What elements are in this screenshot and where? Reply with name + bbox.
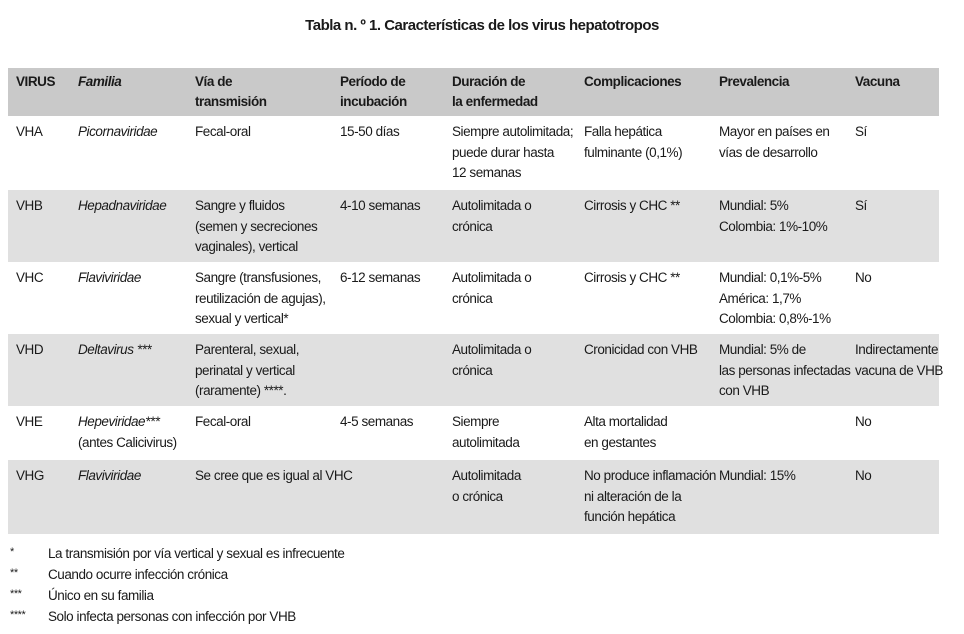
cell-vacuna: [855, 412, 871, 433]
table-row: [8, 262, 939, 334]
cell-line: Duración de: [452, 74, 526, 89]
cell-line: la enfermedad: [452, 94, 538, 109]
cell-line: Sangre (transfusiones,: [195, 270, 321, 285]
table-title: Tabla n. º 1. Características de los virus hepatotropos: [305, 17, 659, 34]
cell-line: Colombia: 0,8%-1%: [719, 311, 831, 326]
cell-line: puede durar hasta: [452, 144, 554, 160]
cell-line: VIRUS: [16, 74, 56, 89]
cell-line: Fecal-oral: [195, 124, 251, 139]
footnote-text: Solo infecta personas con infección por VHB: [48, 609, 296, 624]
cell-via: [195, 122, 251, 143]
cell-via: [195, 466, 352, 487]
cell-line: VHC: [16, 270, 44, 285]
cell-line: Cirrosis y CHC **: [584, 270, 680, 285]
cell-line: las personas infectadas: [719, 362, 851, 378]
cell-line: Hepadnaviridae: [78, 198, 167, 213]
cell-virus: [16, 196, 42, 217]
cell-line: transmisión: [195, 94, 267, 109]
cell-line: función hepática: [584, 509, 676, 524]
cell-prevalencia: [719, 340, 851, 402]
cell-line: Mundial: 0,1%-5%: [719, 270, 822, 285]
cell-line: 4-10 semanas: [340, 198, 421, 213]
cell-line: Cirrosis y CHC **: [584, 198, 680, 213]
cell-vacuna: [855, 72, 900, 92]
cell-familia: [78, 466, 141, 487]
cell-line: (antes Calicivirus): [78, 434, 177, 450]
cell-periodo: [340, 122, 399, 143]
cell-line: VHD: [16, 342, 44, 357]
cell-line: Deltavirus ***: [78, 342, 152, 357]
cell-line: ni alteración de la: [584, 488, 682, 504]
cell-line: 15-50 días: [340, 124, 400, 139]
cell-duracion: [452, 122, 573, 184]
cell-familia: [78, 72, 121, 92]
cell-line: Vacuna: [855, 74, 900, 89]
cell-line: Sangre y fluidos: [195, 198, 285, 213]
footnote-text: La transmisión por vía vertical y sexual es infrecuente: [48, 546, 345, 561]
cell-prevalencia: [719, 466, 795, 487]
cell-line: vías de desarrollo: [719, 144, 818, 160]
table-row: [8, 116, 939, 190]
cell-periodo: [340, 412, 413, 433]
cell-familia: [78, 268, 141, 289]
cell-complicaciones: [584, 196, 680, 217]
cell-line: Autolimitada o: [452, 198, 532, 213]
cell-line: (semen y secreciones: [195, 218, 318, 234]
cell-periodo: [340, 268, 420, 289]
cell-via: [195, 268, 326, 330]
footnote-mark: ****: [10, 609, 26, 621]
cell-line: VHA: [16, 124, 43, 139]
cell-line: América: 1,7%: [719, 290, 801, 306]
cell-line: No: [855, 270, 872, 285]
cell-complicaciones: [584, 72, 681, 92]
cell-duracion: [452, 340, 531, 381]
cell-line: Sí: [855, 124, 867, 139]
cell-line: No: [855, 468, 872, 483]
cell-line: VHG: [16, 468, 44, 483]
cell-line: 12 semanas: [452, 165, 522, 180]
cell-via: [195, 340, 299, 402]
cell-prevalencia: [719, 268, 831, 330]
cell-line: Siempre autolimitada;: [452, 124, 574, 139]
cell-line: vacuna de VHB: [855, 362, 943, 378]
cell-line: Falla hepática: [584, 124, 662, 139]
cell-line: vaginales), vertical: [195, 239, 298, 254]
table-row: [8, 334, 943, 406]
cell-line: Familia: [78, 74, 122, 89]
footnote-text: Cuando ocurre infección crónica: [48, 567, 228, 582]
cell-line: Mundial: 15%: [719, 468, 796, 483]
cell-line: autolimitada: [452, 434, 520, 450]
cell-line: Sí: [855, 198, 867, 213]
cell-line: Período de: [340, 74, 406, 89]
cell-vacuna: [855, 122, 867, 143]
virus-table: [8, 68, 943, 534]
cell-vacuna: [855, 268, 871, 289]
cell-via: [195, 196, 317, 258]
footnote-mark: *: [10, 546, 14, 558]
footnote-text: Único en su familia: [48, 588, 154, 603]
cell-line: Complicaciones: [584, 74, 682, 89]
cell-duracion: [452, 466, 521, 507]
cell-complicaciones: [584, 412, 667, 453]
cell-line: Hepeviridae***: [78, 414, 160, 429]
cell-prevalencia: [719, 122, 829, 163]
cell-line: VHB: [16, 198, 43, 213]
cell-line: Indirectamente: [855, 342, 938, 357]
cell-line: Colombia: 1%-10%: [719, 218, 828, 234]
cell-virus: [16, 340, 43, 361]
cell-line: VHE: [16, 414, 43, 429]
table-row: [8, 406, 939, 460]
cell-duracion: [452, 72, 538, 112]
cell-duracion: [452, 412, 519, 453]
cell-line: Fecal-oral: [195, 414, 251, 429]
cell-line: fulminante (0,1%): [584, 144, 683, 160]
cell-virus: [16, 72, 55, 92]
cell-vacuna: [855, 466, 871, 487]
cell-line: Prevalencia: [719, 74, 790, 89]
cell-line: 4-5 semanas: [340, 414, 414, 429]
footnote-mark: ***: [10, 588, 22, 600]
cell-familia: [78, 340, 151, 361]
cell-virus: [16, 268, 43, 289]
cell-line: Se cree que es igual al VHC: [195, 468, 353, 483]
footnote-mark: **: [10, 567, 18, 579]
cell-vacuna: [855, 196, 867, 217]
cell-prevalencia: [719, 72, 789, 92]
cell-line: en gestantes: [584, 434, 656, 450]
table-row: [8, 190, 939, 262]
cell-complicaciones: [584, 340, 697, 361]
cell-line: incubación: [340, 94, 407, 109]
cell-line: o crónica: [452, 488, 503, 504]
cell-line: sexual y vertical*: [195, 311, 289, 326]
cell-virus: [16, 466, 44, 487]
cell-familia: [78, 412, 177, 453]
cell-line: crónica: [452, 218, 493, 234]
cell-line: crónica: [452, 290, 493, 306]
cell-line: Picornaviridae: [78, 124, 158, 139]
cell-complicaciones: [584, 466, 716, 528]
cell-line: Vía de: [195, 74, 233, 89]
cell-line: Siempre: [452, 414, 500, 429]
cell-virus: [16, 412, 42, 433]
table-row: [8, 460, 939, 534]
cell-line: Autolimitada o: [452, 342, 532, 357]
cell-line: 6-12 semanas: [340, 270, 421, 285]
cell-complicaciones: [584, 122, 682, 163]
cell-periodo: [340, 72, 407, 112]
cell-line: Autolimitada: [452, 468, 521, 483]
cell-line: Mundial: 5%: [719, 198, 789, 213]
cell-duracion: [452, 196, 531, 237]
cell-line: Mayor en países en: [719, 124, 830, 139]
cell-virus: [16, 122, 42, 143]
cell-line: Flaviviridae: [78, 270, 141, 285]
cell-line: Parenteral, sexual,: [195, 342, 300, 357]
cell-familia: [78, 196, 166, 217]
cell-line: perinatal y vertical: [195, 362, 295, 378]
cell-line: Alta mortalidad: [584, 414, 668, 429]
cell-line: Flaviviridae: [78, 468, 141, 483]
cell-periodo: [340, 196, 420, 217]
cell-line: (raramente) ****.: [195, 383, 287, 398]
cell-via: [195, 72, 267, 112]
cell-complicaciones: [584, 268, 680, 289]
cell-line: crónica: [452, 362, 493, 378]
cell-vacuna: [855, 340, 943, 381]
cell-duracion: [452, 268, 531, 309]
cell-line: No: [855, 414, 872, 429]
cell-line: No produce inflamación: [584, 468, 716, 483]
cell-line: Autolimitada o: [452, 270, 532, 285]
table-header: [8, 68, 939, 116]
cell-via: [195, 412, 251, 433]
cell-line: Cronicidad con VHB: [584, 342, 698, 357]
cell-line: reutilización de agujas),: [195, 290, 326, 306]
cell-familia: [78, 122, 157, 143]
cell-line: con VHB: [719, 383, 770, 398]
cell-line: Mundial: 5% de: [719, 342, 806, 357]
cell-prevalencia: [719, 196, 827, 237]
